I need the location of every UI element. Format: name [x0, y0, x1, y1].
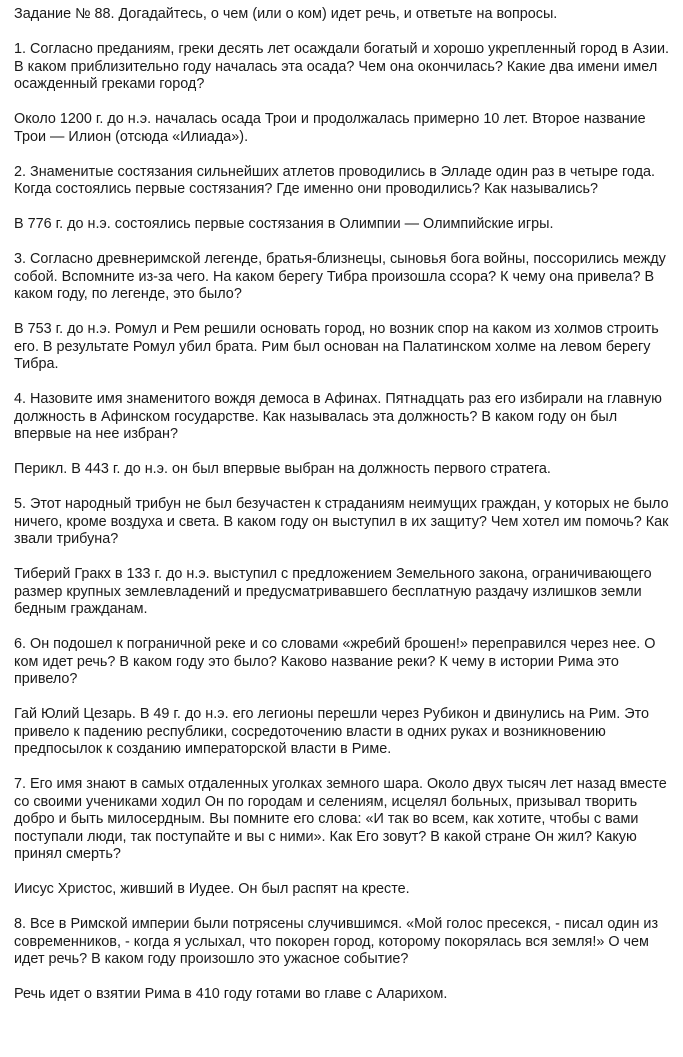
answer-6: Гай Юлий Цезарь. В 49 г. до н.э. его легионы перешли через Рубикон и двинулись на Рим. Это привело к падению республики, сосредоточению власти в одних руках и возникновению предпосылок к созданию императорской власти в Риме.: [14, 706, 650, 757]
question-7: 7. Его имя знают в самых отдаленных уголках земного шара. Около двух тысяч лет назад вместе со своими учениками ходил Он по городам и селениям, исцелял больных, призывал творить добро и быть милосердным. Вы помните его слова: «И так во всем, как хотите, чтобы с вами поступали люди, так поступайте и вы с ними». Как Его зовут? В какой стране Он жил? Какую принял смерть?: [14, 776, 667, 862]
question-5: 5. Этот народный трибун не был безучастен к страданиям неимущих граждан, у которых не было ничего, кроме воздуха и света. В каком году он выступил в их защиту? Чем хотел им помочь? Как звали трибуна?: [14, 496, 669, 547]
question-3: 3. Согласно древнеримской легенде, братья-близнецы, сыновья бога войны, поссорились между собой. Вспомните из-за чего. На каком берегу Тибра произошла ссора? К чему она привела? В каком году, по легенде, это было?: [14, 251, 666, 302]
answer-8: Речь идет о взятии Рима в 410 году готами во главе с Аларихом.: [14, 986, 448, 1002]
answer-3: В 753 г. до н.э. Ромул и Рем решили основать город, но возник спор на каком из холмов строить его. В результате Ромул убил брата. Рим был основан на Палатинском холме на левом берегу Тибра.: [14, 321, 659, 372]
question-8: 8. Все в Римской империи были потрясены случившимся. «Мой голос пресекся, - писал один из современников, - когда я услыхал, что покорен город, которому покорялась вся земля!» О чем идет речь? В каком году произошло это ужасное событие?: [14, 916, 659, 967]
question-6: 6. Он подошел к пограничной реке и со словами «жребий брошен!» переправился через нее. О ком идет речь? В каком году это было? Каково название реки? К чему в истории Рима это привело?: [14, 636, 656, 687]
answer-2: В 776 г. до н.э. состоялись первые состязания в Олимпии — Олимпийские игры.: [14, 216, 554, 232]
question-2: 2. Знаменитые состязания сильнейших атлетов проводились в Элладе один раз в четыре года. Когда состоялись первые состязания? Где именно они проводились? Как назывались?: [14, 163, 655, 197]
task-intro: Задание № 88. Догадайтесь, о чем (или о ком) идет речь, и ответьте на вопросы.: [14, 6, 558, 22]
question-4: 4. Назовите имя знаменитого вождя демоса в Афинах. Пятнадцать раз его избирали на главную должность в Афинском государстве. Как называлась эта должность? В каком году он был впервые на нее избран?: [14, 391, 662, 442]
answer-1: Около 1200 г. до н.э. началась осада Трои и продолжалась примерно 10 лет. Второе название Трои — Илион (отсюда «Илиада»).: [14, 111, 646, 145]
worksheet-page: [14, 6, 676, 1004]
answer-5: Тиберий Гракх в 133 г. до н.э. выступил с предложением Земельного закона, ограничивающего размер крупных землевладений и предусматривавшего бесплатную раздачу излишков земли бедным гражданам.: [14, 566, 652, 617]
answer-4: Перикл. В 443 г. до н.э. он был впервые выбран на должность первого стратега.: [14, 461, 551, 477]
question-1: 1. Согласно преданиям, греки десять лет осаждали богатый и хорошо укрепленный город в Азии. В каком приблизительно году началась эта осада? Чем она окончилась? Какие два имени имел осажденный греками город?: [14, 41, 670, 92]
answer-7: Иисус Христос, живший в Иудее. Он был распят на кресте.: [14, 881, 410, 897]
